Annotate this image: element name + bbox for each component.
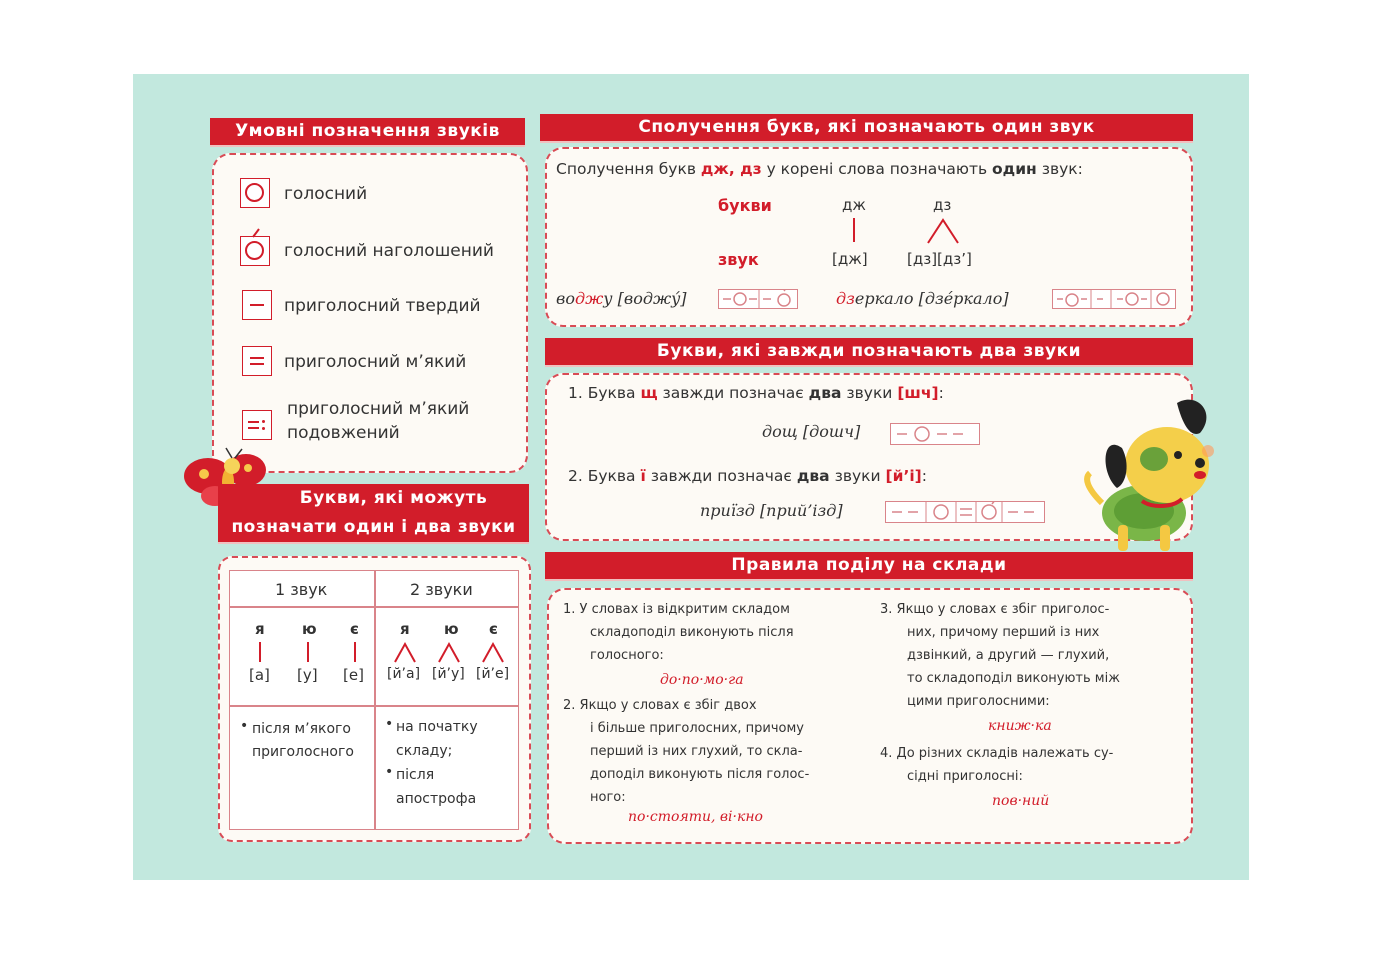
rule2-line1: 2. Якщо у словах є збіг двох <box>563 698 757 713</box>
example-dzerkalo <box>836 289 1009 308</box>
rule3-line5: цими приголосними: <box>907 694 1050 709</box>
sound-label: звук <box>718 250 759 269</box>
letter-ya-1: я <box>255 620 265 638</box>
scheme-doshch <box>890 423 980 445</box>
rule3-line3: дзвінкий, а другий — глухий, <box>907 648 1110 663</box>
rule-shch <box>568 384 944 402</box>
rule2-example: по·стояти, ві·кно <box>628 809 763 825</box>
legend-label-soft-consonant: приголосний м’який <box>284 352 467 372</box>
example-doshch-word: дощ <box>762 422 798 441</box>
rule1 <box>563 598 794 667</box>
bullet-icon: • <box>385 764 394 780</box>
rule2-line4: доподіл виконують після голос- <box>590 767 810 782</box>
scheme-pryizd <box>885 501 1045 523</box>
one-or-two-title-line1: Букви, які можуть <box>299 488 488 508</box>
col2-note-line1: на початку <box>396 719 478 735</box>
scheme-vodzhu <box>718 289 798 309</box>
combos-intro-post: звук: <box>1036 160 1083 178</box>
combos-intro-mid: у корені слова позначають <box>761 160 993 178</box>
table-header-2-sounds: 2 звуки <box>410 580 473 599</box>
example-vodzhu <box>556 289 686 308</box>
sound-e: [е] <box>343 666 364 684</box>
col1-note-line2: приголосного <box>252 744 354 760</box>
example-vodzhu-transcription: [воджý] <box>617 289 687 308</box>
rule4-line2: сідні приголосні: <box>907 769 1023 784</box>
sound-ya: [й’а] <box>387 666 421 682</box>
rule-shch-letter: щ <box>640 384 658 402</box>
vowel-icon <box>240 178 270 208</box>
example-pryizd-word: приїзд <box>700 501 755 520</box>
example-vodzhu-b: дж <box>574 289 604 308</box>
table-col-divider <box>374 570 376 830</box>
letter-yu-2: ю <box>444 620 459 638</box>
rule-yi-pre: 2. Буква <box>568 467 641 485</box>
dzh-letters: дж <box>842 196 866 214</box>
rule3-line4: то складоподіл виконують між <box>907 671 1120 686</box>
bullet-icon: • <box>240 718 249 734</box>
dz-letters: дз <box>933 196 952 214</box>
syllables-title: Правила поділу на склади <box>545 552 1193 581</box>
combos-intro-letters: дж, дз <box>700 160 762 178</box>
col2-note-line4: апострофа <box>396 791 477 807</box>
letters-label: букви <box>718 196 772 215</box>
one-sound-links <box>229 638 374 664</box>
two-sound-links <box>375 638 520 664</box>
combos-title: Сполучення букв, які позначають один звук <box>540 114 1193 143</box>
rule-yi <box>568 467 927 485</box>
rule-yi-end: : <box>921 467 927 485</box>
legend-title: Умовні позначення звуків <box>210 118 525 147</box>
example-pryizd-transcription: [прий’ізд] <box>759 501 843 520</box>
long-soft-consonant-icon <box>242 410 272 440</box>
rule4 <box>880 742 1113 788</box>
col2-note-line2: складу; <box>396 743 453 759</box>
sound-u: [у] <box>297 666 318 684</box>
combo-links <box>830 216 970 246</box>
rule2-line3: перший із них глухий, то скла- <box>590 744 803 759</box>
two-sounds-title: Букви, які завжди позначають два звуки <box>545 338 1193 367</box>
legend-label-long-soft-line1: приголосний м’який <box>287 399 470 419</box>
rule-shch-end: : <box>938 384 944 402</box>
rule-shch-pre: 1. Буква <box>568 384 641 402</box>
rule-shch-mid: завжди позначає <box>657 384 809 402</box>
rule4-example: пов·ний <box>992 793 1050 809</box>
rule-shch-bold: два <box>808 384 842 402</box>
combos-intro-bold: один <box>992 160 1037 178</box>
one-or-two-title-line2: позначати один і два звуки <box>231 517 516 537</box>
example-dzerkalo-a: дз <box>836 289 855 308</box>
example-pryizd <box>700 501 843 520</box>
scheme-dzerkalo <box>1052 289 1176 309</box>
rule3-line1: 3. Якщо у словах є збіг приголос- <box>880 602 1110 617</box>
legend-label-long-soft-line2: подовжений <box>287 423 400 443</box>
bullet-icon: • <box>385 716 394 732</box>
rule2-line2: і більше приголосних, причому <box>590 721 805 736</box>
table-header-1-sound: 1 звук <box>275 580 328 599</box>
rule-yi-sound: [й’і] <box>885 467 922 485</box>
letter-ye-2: є <box>489 620 498 638</box>
rule2-line5: ного: <box>590 790 626 805</box>
puppy-icon <box>1082 393 1217 563</box>
rule1-line1: 1. У словах із відкритим складом <box>563 602 790 617</box>
dz-sounds: [дз][дз’] <box>907 250 972 268</box>
sound-yu: [й’у] <box>432 666 465 682</box>
example-doshch <box>762 422 860 441</box>
legend-label-stressed-vowel: голосний наголошений <box>284 241 494 261</box>
example-dzerkalo-b: еркало <box>854 289 914 308</box>
combos-intro-pre: Сполучення букв <box>556 160 701 178</box>
rule3 <box>880 598 1120 713</box>
rule-yi-mid: завжди позначає <box>645 467 797 485</box>
rule-yi-bold: два <box>796 467 830 485</box>
legend-label-vowel: голосний <box>284 184 368 204</box>
stressed-vowel-icon <box>240 236 270 266</box>
combos-intro <box>556 160 1083 178</box>
letter-yu-1: ю <box>302 620 317 638</box>
table-header-divider <box>229 606 519 608</box>
example-vodzhu-a: во <box>556 289 575 308</box>
soft-consonant-icon <box>242 346 272 376</box>
rule-yi-letter: ї <box>640 467 646 485</box>
letter-ye-1: є <box>350 620 359 638</box>
rule4-line1: 4. До різних складів належать су- <box>880 746 1114 761</box>
example-doshch-transcription: [дошч] <box>802 422 861 441</box>
example-vodzhu-c: у <box>603 289 613 308</box>
sound-a: [а] <box>249 666 270 684</box>
col2-note-line3: після <box>396 767 435 783</box>
dzh-sound: [дж] <box>832 250 868 268</box>
sound-ye: [й’е] <box>476 666 510 682</box>
example-dzerkalo-transcription: [дзéркало] <box>918 289 1009 308</box>
rule2 <box>563 694 809 809</box>
table-body-divider <box>229 705 519 707</box>
col1-note-line1: після м’якого <box>252 721 351 737</box>
rule3-line2: них, причому перший із них <box>907 625 1100 640</box>
rule1-line2: складоподіл виконують після <box>590 625 794 640</box>
rule1-example: до·по·мо·га <box>660 672 744 688</box>
rule-shch-sound: [шч] <box>897 384 939 402</box>
rule1-line3: голосного: <box>590 648 664 663</box>
rule-shch-post: звуки <box>841 384 898 402</box>
one-or-two-title <box>218 484 529 544</box>
rule-yi-post: звуки <box>829 467 886 485</box>
legend-label-hard-consonant: приголосний твердий <box>284 296 481 316</box>
hard-consonant-icon <box>242 290 272 320</box>
letter-ya-2: я <box>400 620 410 638</box>
rule3-example: книж·ка <box>988 718 1052 734</box>
